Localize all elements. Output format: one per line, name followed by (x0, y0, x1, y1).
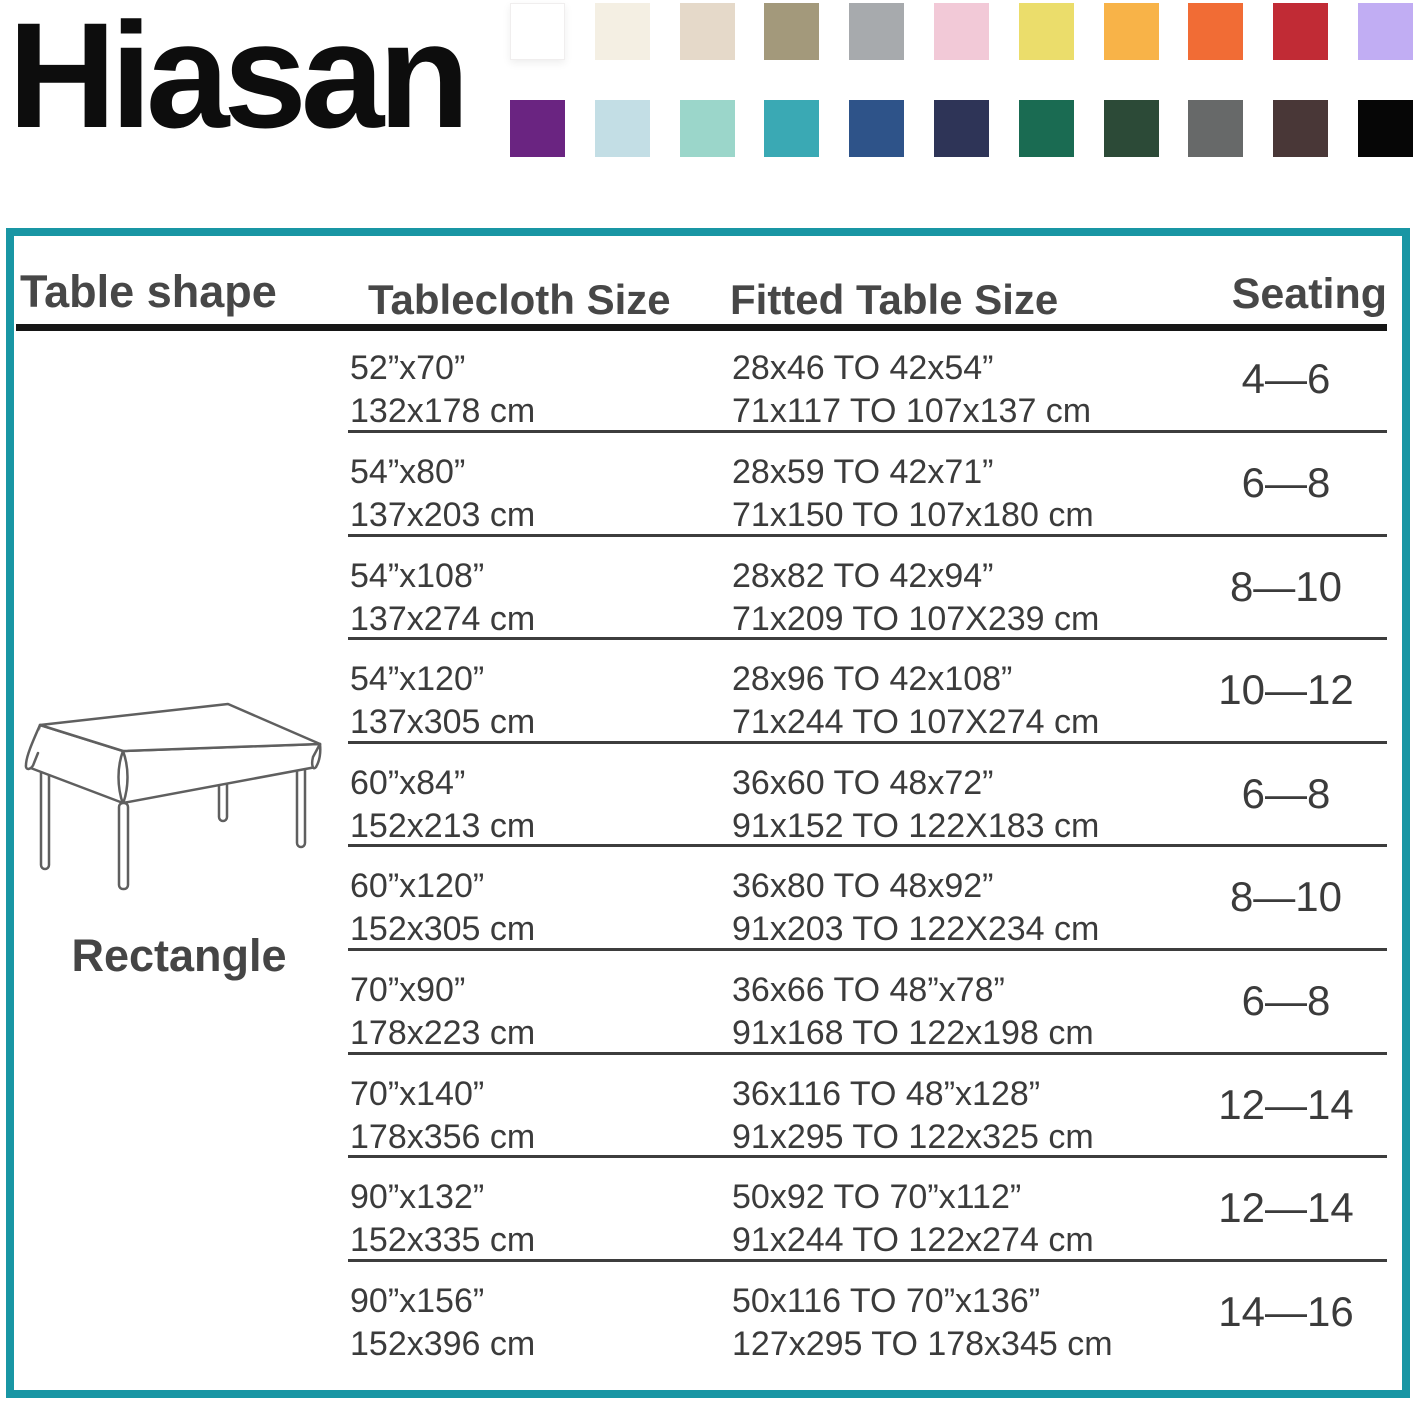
fitted-size-inches: 50x116 TO 70”x136” (732, 1281, 1041, 1320)
seating-count: 6—8 (1241, 769, 1331, 817)
header-tablecloth-size: Tablecloth Size (368, 276, 671, 323)
color-swatch-purple (510, 100, 565, 157)
tablecloth-size-cm: 137x203 cm (350, 496, 536, 534)
tablecloth-size-inches: 60”x120” (350, 867, 485, 906)
color-swatch-pink (934, 3, 989, 60)
tablecloth-size-inches: 70”x90” (350, 971, 466, 1009)
tablecloth-size-cm: 178x356 cm (350, 1117, 536, 1156)
fitted-size-inches: 36x60 TO 48x72” (732, 763, 994, 802)
size-row-2 (14, 433, 1402, 537)
color-swatch-red (1273, 3, 1328, 60)
table-shape-label: Rectangle (71, 930, 287, 981)
color-swatch-black (1358, 100, 1413, 157)
seating-count: 6—8 (1241, 459, 1331, 506)
size-row-5 (14, 744, 1402, 848)
size-row-4 (14, 640, 1402, 744)
color-swatch-white (510, 3, 565, 60)
seating-count: 10—12 (1218, 666, 1354, 714)
size-row-7 (14, 951, 1402, 1055)
fitted-size-cm: 91x244 TO 122x274 cm (732, 1221, 1094, 1260)
size-chart (6, 228, 1410, 1398)
tablecloth-size-cm: 178x223 cm (350, 1014, 536, 1052)
color-swatch-beige (680, 3, 735, 60)
color-swatch-gray (849, 3, 904, 60)
color-swatch-light-blue (595, 100, 650, 157)
seating-count: 8—10 (1229, 562, 1343, 610)
seating-count: 12—14 (1218, 1080, 1354, 1128)
fitted-size-cm: 71x150 TO 107x180 cm (732, 496, 1094, 534)
tablecloth-size-inches: 54”x108” (350, 556, 485, 595)
size-row-1 (14, 329, 1402, 433)
color-swatch-row-1 (510, 3, 1413, 60)
brand-logo: Hiasan (8, 0, 464, 159)
fitted-size-inches: 36x116 TO 48”x128” (732, 1074, 1041, 1113)
fitted-size-cm: 71x244 TO 107X274 cm (732, 703, 1100, 742)
color-swatch-dark-gray (1188, 100, 1243, 157)
tablecloth-size-cm: 152x305 cm (350, 910, 536, 949)
fitted-size-cm: 91x203 TO 122X234 cm (732, 910, 1100, 949)
tablecloth-size-inches: 60”x84” (350, 763, 466, 802)
header-table-shape: Table shape (20, 266, 277, 317)
color-swatch-teal (764, 100, 819, 157)
fitted-size-cm: 127x295 TO 178x345 cm (732, 1324, 1113, 1363)
fitted-size-cm: 71x209 TO 107X239 cm (732, 599, 1100, 638)
size-row-9 (14, 1158, 1402, 1262)
color-swatch-orange (1188, 3, 1243, 60)
tablecloth-size-cm: 132x178 cm (350, 392, 536, 431)
color-swatch-khaki (764, 3, 819, 60)
tablecloth-size-inches: 90”x156” (350, 1281, 485, 1320)
header-fitted-table-size: Fitted Table Size (730, 276, 1059, 323)
fitted-size-cm: 91x168 TO 122x198 cm (732, 1014, 1094, 1052)
color-swatch-blue (849, 100, 904, 157)
tablecloth-size-cm: 137x274 cm (350, 599, 536, 638)
fitted-size-inches: 28x82 TO 42x94” (732, 556, 994, 595)
color-swatch-navy (934, 100, 989, 157)
color-swatch-lavender (1358, 3, 1413, 60)
seating-count: 4—6 (1241, 355, 1331, 403)
tablecloth-size-cm: 152x213 cm (350, 806, 536, 845)
fitted-size-inches: 36x66 TO 48”x78” (732, 971, 1005, 1009)
tablecloth-size-cm: 137x305 cm (350, 703, 536, 742)
size-row-3 (14, 537, 1402, 641)
size-row-8 (14, 1055, 1402, 1159)
seating-count: 12—14 (1218, 1184, 1354, 1232)
color-swatch-green (1019, 100, 1074, 157)
seating-count: 14—16 (1218, 1287, 1354, 1335)
color-swatch-chocolate (1273, 100, 1328, 157)
tablecloth-size-cm: 152x396 cm (350, 1324, 536, 1363)
fitted-size-inches: 36x80 TO 48x92” (732, 867, 994, 906)
tablecloth-size-inches: 54”x120” (350, 660, 485, 699)
fitted-size-cm: 91x295 TO 122x325 cm (732, 1117, 1094, 1156)
seating-count: 8—10 (1229, 873, 1343, 921)
fitted-size-inches: 50x92 TO 70”x112” (732, 1178, 1022, 1217)
fitted-size-inches: 28x96 TO 42x108” (732, 660, 1013, 699)
color-swatch-gold (1104, 3, 1159, 60)
fitted-size-cm: 71x117 TO 107x137 cm (732, 392, 1092, 431)
color-swatch-hunter-green (1104, 100, 1159, 157)
size-row-6 (14, 847, 1402, 951)
tablecloth-size-inches: 52”x70” (350, 349, 466, 388)
tablecloth-size-cm: 152x335 cm (350, 1221, 536, 1260)
fitted-size-cm: 91x152 TO 122X183 cm (732, 806, 1100, 845)
header-seating: Seating (1231, 270, 1387, 318)
color-swatch-row-2 (510, 100, 1413, 157)
color-swatch-yellow (1019, 3, 1074, 60)
fitted-size-inches: 28x46 TO 42x54” (732, 349, 994, 388)
fitted-size-inches: 28x59 TO 42x71” (732, 453, 994, 491)
color-swatch-ivory (595, 3, 650, 60)
tablecloth-size-inches: 90”x132” (350, 1178, 485, 1217)
color-swatch-aqua (680, 100, 735, 157)
tablecloth-size-inches: 54”x80” (350, 453, 466, 491)
seating-count: 6—8 (1241, 977, 1331, 1024)
tablecloth-size-inches: 70”x140” (350, 1074, 485, 1113)
size-row-10 (14, 1262, 1402, 1390)
